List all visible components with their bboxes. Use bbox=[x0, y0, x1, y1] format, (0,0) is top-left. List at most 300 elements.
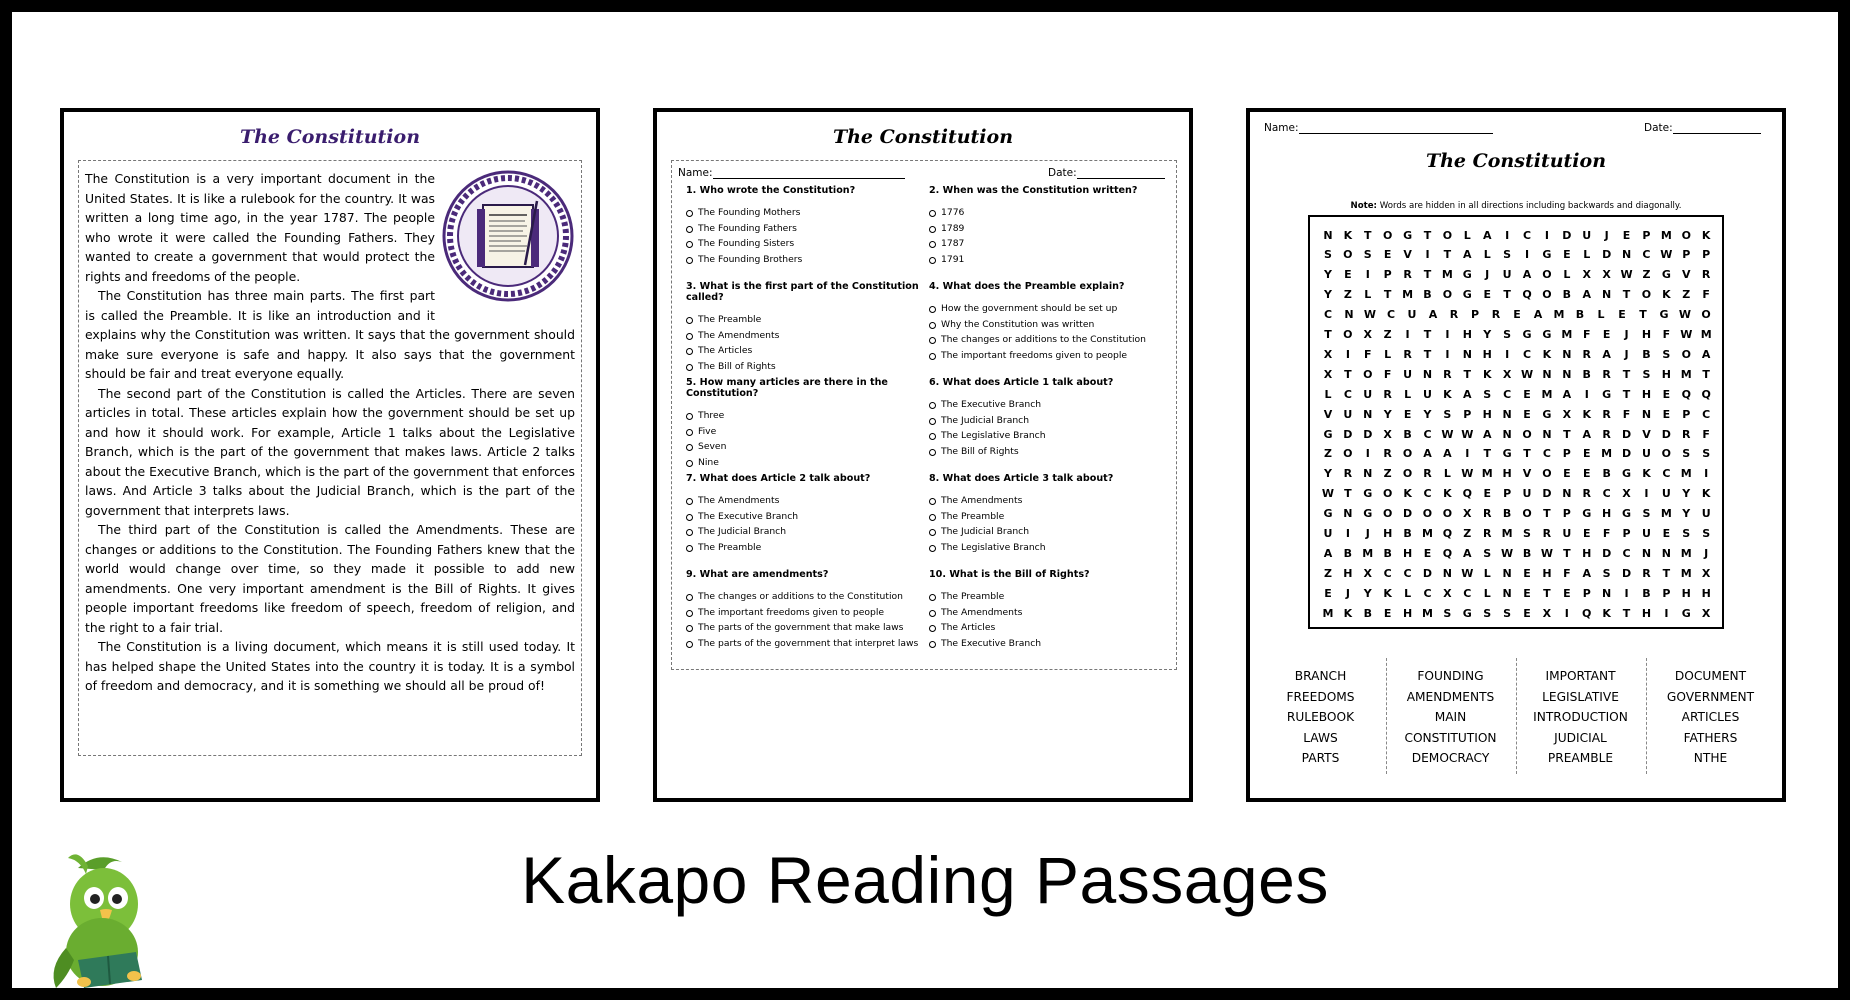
answer-option[interactable] bbox=[929, 540, 1164, 556]
grid-letter[interactable]: B bbox=[1642, 586, 1651, 600]
grid-letter[interactable]: Q bbox=[1442, 546, 1453, 560]
grid-letter[interactable]: J bbox=[1604, 228, 1609, 242]
grid-letter[interactable]: E bbox=[1662, 407, 1671, 421]
grid-letter[interactable]: Z bbox=[1642, 268, 1651, 282]
radio-circle-icon[interactable] bbox=[929, 641, 936, 648]
date-field[interactable] bbox=[1048, 167, 1165, 179]
grid-letter[interactable]: B bbox=[1522, 546, 1532, 560]
grid-letter[interactable]: I bbox=[1664, 606, 1669, 620]
grid-letter[interactable]: U bbox=[1407, 308, 1417, 322]
grid-letter[interactable]: F bbox=[1662, 328, 1671, 341]
grid-letter[interactable]: K bbox=[1343, 228, 1353, 242]
grid-letter[interactable]: W bbox=[1540, 546, 1553, 560]
grid-letter[interactable]: T bbox=[1523, 447, 1531, 461]
grid-letter[interactable]: Q bbox=[1462, 487, 1472, 501]
answer-option[interactable] bbox=[929, 509, 1164, 525]
grid-letter[interactable]: D bbox=[1403, 507, 1413, 521]
grid-letter[interactable]: B bbox=[1383, 546, 1392, 560]
grid-letter[interactable]: P bbox=[1582, 586, 1591, 600]
grid-letter[interactable]: J bbox=[1485, 268, 1490, 282]
grid-letter[interactable]: C bbox=[1383, 566, 1392, 580]
grid-letter[interactable]: T bbox=[1622, 387, 1631, 401]
grid-letter[interactable]: V bbox=[1642, 427, 1651, 441]
grid-letter[interactable]: G bbox=[1462, 288, 1472, 302]
grid-letter[interactable]: E bbox=[1563, 467, 1571, 481]
grid-letter[interactable]: M bbox=[1422, 527, 1433, 540]
grid-letter[interactable]: B bbox=[1343, 546, 1353, 560]
name-field[interactable] bbox=[678, 167, 905, 179]
grid-letter[interactable]: E bbox=[1483, 288, 1491, 302]
grid-letter[interactable]: X bbox=[1542, 606, 1552, 620]
grid-letter[interactable]: N bbox=[1323, 228, 1333, 242]
radio-circle-icon[interactable] bbox=[929, 306, 936, 313]
grid-letter[interactable]: T bbox=[1503, 288, 1511, 302]
grid-letter[interactable]: O bbox=[1701, 308, 1711, 322]
grid-letter[interactable]: E bbox=[1403, 407, 1412, 421]
grid-letter[interactable]: H bbox=[1402, 606, 1413, 620]
grid-letter[interactable]: B bbox=[1562, 288, 1572, 302]
grid-letter[interactable]: U bbox=[1502, 268, 1512, 282]
grid-letter[interactable]: S bbox=[1443, 407, 1452, 421]
radio-circle-icon[interactable] bbox=[929, 226, 936, 233]
grid-letter[interactable]: E bbox=[1523, 387, 1531, 401]
grid-letter[interactable]: C bbox=[1403, 566, 1412, 580]
grid-letter[interactable]: C bbox=[1662, 467, 1671, 481]
grid-letter[interactable]: C bbox=[1463, 586, 1472, 600]
grid-letter[interactable]: M bbox=[1680, 566, 1692, 580]
grid-letter[interactable]: N bbox=[1363, 407, 1373, 421]
answer-option[interactable] bbox=[686, 455, 921, 471]
grid-letter[interactable]: R bbox=[1582, 347, 1591, 361]
grid-letter[interactable]: T bbox=[1423, 328, 1432, 341]
grid-letter[interactable]: R bbox=[1383, 447, 1392, 461]
grid-letter[interactable]: S bbox=[1503, 328, 1512, 341]
grid-letter[interactable]: Z bbox=[1682, 288, 1691, 302]
grid-letter[interactable]: D bbox=[1562, 228, 1572, 242]
grid-letter[interactable]: A bbox=[1602, 347, 1611, 361]
grid-letter[interactable]: P bbox=[1470, 308, 1480, 322]
radio-circle-icon[interactable] bbox=[686, 444, 693, 451]
grid-letter[interactable]: X bbox=[1323, 367, 1333, 381]
grid-letter[interactable]: E bbox=[1523, 586, 1531, 600]
grid-letter[interactable]: K bbox=[1642, 467, 1651, 481]
grid-letter[interactable]: U bbox=[1363, 387, 1373, 401]
radio-circle-icon[interactable] bbox=[686, 545, 693, 552]
radio-circle-icon[interactable] bbox=[929, 545, 936, 552]
radio-circle-icon[interactable] bbox=[929, 625, 936, 632]
grid-letter[interactable]: Y bbox=[1323, 288, 1332, 302]
answer-option[interactable] bbox=[686, 620, 921, 636]
grid-letter[interactable]: G bbox=[1542, 248, 1552, 262]
grid-letter[interactable]: I bbox=[1644, 487, 1649, 501]
grid-letter[interactable]: N bbox=[1562, 487, 1572, 501]
grid-letter[interactable]: O bbox=[1382, 507, 1393, 521]
grid-letter[interactable]: G bbox=[1502, 447, 1512, 461]
grid-letter[interactable]: O bbox=[1681, 347, 1691, 361]
grid-letter[interactable]: N bbox=[1502, 407, 1512, 421]
grid-letter[interactable]: F bbox=[1602, 527, 1611, 540]
grid-letter[interactable]: L bbox=[1483, 248, 1491, 262]
radio-circle-icon[interactable] bbox=[929, 449, 936, 456]
grid-letter[interactable]: L bbox=[1563, 268, 1571, 282]
grid-letter[interactable]: L bbox=[1483, 586, 1491, 600]
grid-letter[interactable]: G bbox=[1462, 268, 1472, 282]
grid-letter[interactable]: M bbox=[1660, 228, 1672, 242]
grid-letter[interactable]: N bbox=[1422, 367, 1433, 381]
grid-letter[interactable]: T bbox=[1543, 586, 1551, 600]
grid-letter[interactable]: Z bbox=[1323, 566, 1332, 580]
grid-letter[interactable]: R bbox=[1542, 527, 1552, 540]
grid-letter[interactable]: B bbox=[1582, 367, 1591, 381]
grid-letter[interactable]: A bbox=[1323, 546, 1333, 560]
name-field[interactable] bbox=[1264, 122, 1493, 134]
radio-circle-icon[interactable] bbox=[686, 429, 693, 436]
radio-circle-icon[interactable] bbox=[686, 529, 693, 536]
grid-letter[interactable]: I bbox=[1544, 228, 1549, 242]
grid-letter[interactable]: P bbox=[1642, 228, 1651, 242]
grid-letter[interactable]: W bbox=[1461, 427, 1474, 441]
grid-letter[interactable]: U bbox=[1403, 367, 1413, 381]
grid-letter[interactable]: G bbox=[1462, 606, 1472, 620]
grid-letter[interactable]: S bbox=[1523, 527, 1531, 540]
grid-letter[interactable]: W bbox=[1321, 487, 1335, 501]
grid-letter[interactable]: R bbox=[1443, 367, 1452, 381]
grid-letter[interactable]: T bbox=[1563, 546, 1571, 560]
grid-letter[interactable]: O bbox=[1343, 447, 1353, 461]
grid-letter[interactable]: X bbox=[1463, 507, 1472, 521]
grid-letter[interactable]: M bbox=[1402, 288, 1414, 302]
grid-letter[interactable]: X bbox=[1363, 566, 1372, 580]
grid-letter[interactable]: E bbox=[1344, 268, 1352, 282]
grid-letter[interactable]: I bbox=[1505, 228, 1510, 242]
radio-circle-icon[interactable] bbox=[929, 241, 936, 248]
grid-letter[interactable]: G bbox=[1582, 507, 1592, 521]
grid-letter[interactable]: M bbox=[1680, 546, 1692, 560]
grid-letter[interactable]: J bbox=[1345, 586, 1350, 600]
grid-letter[interactable]: K bbox=[1602, 606, 1611, 620]
grid-letter[interactable]: A bbox=[1522, 268, 1532, 282]
radio-circle-icon[interactable] bbox=[929, 529, 936, 536]
grid-letter[interactable]: E bbox=[1383, 606, 1392, 620]
grid-letter[interactable]: Z bbox=[1463, 527, 1472, 540]
answer-option[interactable] bbox=[686, 605, 921, 621]
answer-option[interactable] bbox=[929, 221, 1164, 237]
grid-letter[interactable]: E bbox=[1662, 387, 1671, 401]
grid-letter[interactable]: P bbox=[1682, 248, 1691, 262]
radio-circle-icon[interactable] bbox=[686, 460, 693, 467]
grid-letter[interactable]: L bbox=[1404, 586, 1412, 600]
grid-letter[interactable]: E bbox=[1618, 308, 1626, 322]
grid-letter[interactable]: Y bbox=[1323, 268, 1332, 282]
radio-circle-icon[interactable] bbox=[929, 257, 936, 264]
grid-letter[interactable]: S bbox=[1483, 606, 1492, 620]
grid-letter[interactable]: R bbox=[1582, 487, 1591, 501]
grid-letter[interactable]: R bbox=[1449, 308, 1459, 322]
radio-circle-icon[interactable] bbox=[929, 594, 936, 601]
grid-letter[interactable]: I bbox=[1365, 268, 1370, 282]
grid-letter[interactable]: L bbox=[1483, 566, 1491, 580]
grid-letter[interactable]: A bbox=[1482, 228, 1492, 242]
answer-option[interactable] bbox=[929, 252, 1164, 268]
grid-letter[interactable]: Y bbox=[1323, 467, 1332, 481]
grid-letter[interactable]: G bbox=[1602, 387, 1612, 401]
grid-letter[interactable]: M bbox=[1322, 606, 1334, 620]
grid-letter[interactable]: X bbox=[1582, 268, 1591, 282]
grid-letter[interactable]: H bbox=[1482, 407, 1492, 421]
grid-letter[interactable]: A bbox=[1423, 447, 1432, 461]
grid-letter[interactable]: A bbox=[1582, 288, 1591, 302]
grid-letter[interactable]: S bbox=[1483, 387, 1492, 401]
grid-letter[interactable]: O bbox=[1343, 328, 1353, 341]
grid-letter[interactable]: O bbox=[1661, 447, 1672, 461]
grid-letter[interactable]: H bbox=[1582, 546, 1592, 560]
grid-letter[interactable]: K bbox=[1443, 487, 1452, 501]
grid-letter[interactable]: Z bbox=[1383, 328, 1392, 341]
grid-letter[interactable]: M bbox=[1680, 467, 1692, 481]
answer-option[interactable] bbox=[686, 589, 921, 605]
grid-letter[interactable]: T bbox=[1423, 347, 1432, 361]
grid-letter[interactable]: V bbox=[1522, 467, 1532, 481]
grid-letter[interactable]: I bbox=[1524, 248, 1530, 262]
grid-letter[interactable]: B bbox=[1642, 347, 1651, 361]
grid-letter[interactable]: N bbox=[1641, 546, 1652, 560]
grid-letter[interactable]: V bbox=[1682, 268, 1691, 282]
answer-option[interactable] bbox=[686, 236, 921, 252]
grid-letter[interactable]: E bbox=[1662, 527, 1671, 540]
grid-letter[interactable]: J bbox=[1365, 527, 1370, 540]
grid-letter[interactable]: A bbox=[1463, 248, 1472, 262]
grid-letter[interactable]: U bbox=[1562, 527, 1572, 540]
grid-letter[interactable]: I bbox=[1405, 328, 1410, 341]
radio-circle-icon[interactable] bbox=[686, 364, 693, 371]
radio-circle-icon[interactable] bbox=[929, 322, 936, 329]
answer-option[interactable] bbox=[686, 359, 921, 375]
grid-letter[interactable]: U bbox=[1582, 228, 1592, 242]
grid-letter[interactable]: P bbox=[1622, 527, 1631, 540]
grid-letter[interactable]: J bbox=[1624, 347, 1629, 361]
radio-circle-icon[interactable] bbox=[929, 353, 936, 360]
grid-letter[interactable]: C bbox=[1423, 487, 1432, 501]
grid-letter[interactable]: M bbox=[1561, 328, 1573, 341]
grid-letter[interactable]: D bbox=[1343, 427, 1353, 441]
radio-circle-icon[interactable] bbox=[929, 433, 936, 440]
grid-letter[interactable]: N bbox=[1502, 427, 1512, 441]
grid-letter[interactable]: K bbox=[1383, 586, 1392, 600]
grid-letter[interactable]: U bbox=[1522, 487, 1532, 501]
grid-letter[interactable]: A bbox=[1482, 427, 1492, 441]
grid-letter[interactable]: G bbox=[1659, 308, 1669, 322]
grid-letter[interactable]: A bbox=[1463, 546, 1472, 560]
grid-letter[interactable]: L bbox=[1324, 387, 1332, 401]
grid-letter[interactable]: N bbox=[1661, 546, 1671, 560]
grid-letter[interactable]: S bbox=[1483, 546, 1492, 560]
grid-letter[interactable]: D bbox=[1602, 546, 1612, 560]
grid-letter[interactable]: Y bbox=[1363, 586, 1372, 600]
grid-letter[interactable]: T bbox=[1702, 367, 1710, 381]
grid-letter[interactable]: T bbox=[1324, 328, 1332, 341]
grid-letter[interactable]: G bbox=[1661, 268, 1671, 282]
answer-option[interactable] bbox=[686, 312, 921, 328]
grid-letter[interactable]: A bbox=[1428, 308, 1438, 322]
grid-letter[interactable]: I bbox=[1445, 347, 1450, 361]
grid-letter[interactable]: W bbox=[1620, 268, 1633, 282]
grid-letter[interactable]: T bbox=[1639, 308, 1647, 322]
date-field[interactable] bbox=[1644, 122, 1761, 134]
grid-letter[interactable]: K bbox=[1701, 487, 1711, 501]
grid-letter[interactable]: R bbox=[1682, 427, 1691, 441]
grid-letter[interactable]: I bbox=[1365, 447, 1370, 461]
grid-letter[interactable]: O bbox=[1542, 268, 1552, 282]
grid-letter[interactable]: S bbox=[1662, 347, 1671, 361]
grid-letter[interactable]: T bbox=[1344, 367, 1352, 381]
grid-letter[interactable]: Q bbox=[1522, 288, 1532, 302]
radio-circle-icon[interactable] bbox=[686, 498, 693, 505]
grid-letter[interactable]: N bbox=[1363, 467, 1373, 481]
grid-letter[interactable]: T bbox=[1622, 288, 1631, 302]
grid-letter[interactable]: N bbox=[1641, 407, 1652, 421]
answer-option[interactable] bbox=[686, 509, 921, 525]
grid-letter[interactable]: I bbox=[1564, 606, 1569, 620]
grid-letter[interactable]: F bbox=[1702, 427, 1710, 441]
grid-letter[interactable]: M bbox=[1422, 606, 1433, 620]
grid-letter[interactable]: H bbox=[1502, 467, 1512, 481]
answer-option[interactable] bbox=[686, 408, 921, 424]
grid-letter[interactable]: S bbox=[1702, 527, 1711, 540]
answer-option[interactable] bbox=[929, 348, 1164, 364]
grid-letter[interactable]: P bbox=[1562, 507, 1571, 521]
grid-letter[interactable]: A bbox=[1582, 427, 1591, 441]
grid-letter[interactable]: H bbox=[1701, 586, 1711, 600]
grid-letter[interactable]: H bbox=[1462, 328, 1472, 341]
grid-letter[interactable]: N bbox=[1621, 248, 1632, 262]
answer-option[interactable] bbox=[686, 636, 921, 652]
letter-grid[interactable] bbox=[1308, 215, 1724, 629]
grid-letter[interactable]: E bbox=[1582, 527, 1591, 540]
grid-letter[interactable]: G bbox=[1542, 407, 1552, 421]
grid-letter[interactable]: E bbox=[1622, 228, 1631, 242]
grid-letter[interactable]: W bbox=[1660, 248, 1673, 262]
grid-letter[interactable]: X bbox=[1701, 606, 1711, 620]
grid-letter[interactable]: S bbox=[1642, 367, 1651, 381]
grid-letter[interactable]: E bbox=[1523, 606, 1531, 620]
grid-letter[interactable]: R bbox=[1403, 347, 1412, 361]
answer-option[interactable] bbox=[929, 301, 1164, 317]
grid-letter[interactable]: W bbox=[1501, 546, 1514, 560]
grid-letter[interactable]: M bbox=[1441, 268, 1453, 282]
grid-letter[interactable]: M bbox=[1541, 387, 1553, 401]
grid-letter[interactable]: K bbox=[1343, 606, 1353, 620]
grid-letter[interactable]: K bbox=[1482, 367, 1492, 381]
grid-letter[interactable]: A bbox=[1443, 447, 1452, 461]
grid-letter[interactable]: G bbox=[1542, 328, 1552, 341]
grid-letter[interactable]: T bbox=[1622, 367, 1631, 381]
grid-letter[interactable]: I bbox=[1345, 347, 1350, 361]
radio-circle-icon[interactable] bbox=[686, 413, 693, 420]
answer-option[interactable] bbox=[929, 428, 1164, 444]
grid-letter[interactable]: R bbox=[1403, 268, 1412, 282]
grid-letter[interactable]: E bbox=[1523, 566, 1531, 580]
grid-letter[interactable]: D bbox=[1602, 248, 1612, 262]
grid-letter[interactable]: A bbox=[1701, 347, 1711, 361]
grid-letter[interactable]: L bbox=[1443, 467, 1451, 481]
grid-letter[interactable]: B bbox=[1403, 427, 1412, 441]
radio-circle-icon[interactable] bbox=[686, 641, 693, 648]
answer-option[interactable] bbox=[929, 236, 1164, 252]
grid-letter[interactable]: X bbox=[1562, 407, 1572, 421]
grid-letter[interactable]: R bbox=[1383, 387, 1392, 401]
answer-option[interactable] bbox=[686, 328, 921, 344]
grid-letter[interactable]: Y bbox=[1483, 328, 1492, 341]
grid-letter[interactable]: S bbox=[1323, 248, 1332, 262]
grid-letter[interactable]: V bbox=[1323, 407, 1333, 421]
answer-option[interactable] bbox=[686, 221, 921, 237]
grid-letter[interactable]: C bbox=[1386, 308, 1396, 322]
grid-letter[interactable]: N bbox=[1542, 427, 1552, 441]
grid-letter[interactable]: C bbox=[1323, 308, 1333, 322]
grid-letter[interactable]: N bbox=[1562, 347, 1572, 361]
grid-letter[interactable]: A bbox=[1463, 387, 1472, 401]
grid-letter[interactable]: T bbox=[1463, 367, 1472, 381]
radio-circle-icon[interactable] bbox=[929, 210, 936, 217]
grid-letter[interactable]: T bbox=[1563, 427, 1571, 441]
grid-letter[interactable]: F bbox=[1364, 347, 1372, 361]
grid-letter[interactable]: X bbox=[1602, 268, 1611, 282]
grid-letter[interactable]: F bbox=[1582, 328, 1591, 341]
grid-letter[interactable]: I bbox=[1624, 586, 1629, 600]
grid-letter[interactable]: I bbox=[1505, 347, 1510, 361]
grid-letter[interactable]: P bbox=[1662, 586, 1671, 600]
grid-letter[interactable]: A bbox=[1582, 566, 1591, 580]
answer-option[interactable] bbox=[929, 589, 1164, 605]
grid-letter[interactable]: X bbox=[1443, 586, 1452, 600]
grid-letter[interactable]: Y bbox=[1682, 487, 1691, 501]
grid-letter[interactable]: R bbox=[1423, 467, 1432, 481]
grid-letter[interactable]: H bbox=[1661, 367, 1671, 381]
grid-letter[interactable]: E bbox=[1513, 308, 1521, 322]
grid-letter[interactable]: T bbox=[1344, 487, 1352, 501]
grid-letter[interactable]: D bbox=[1363, 427, 1373, 441]
grid-letter[interactable]: B bbox=[1403, 527, 1412, 540]
answer-option[interactable] bbox=[929, 524, 1164, 540]
grid-letter[interactable]: M bbox=[1601, 447, 1613, 461]
grid-letter[interactable]: O bbox=[1542, 288, 1552, 302]
grid-letter[interactable]: Q bbox=[1701, 387, 1711, 401]
grid-letter[interactable]: B bbox=[1363, 606, 1372, 620]
grid-letter[interactable]: J bbox=[1704, 546, 1709, 560]
answer-option[interactable] bbox=[686, 424, 921, 440]
grid-letter[interactable]: O bbox=[1402, 447, 1413, 461]
grid-letter[interactable]: Y bbox=[1423, 407, 1432, 421]
grid-letter[interactable]: E bbox=[1602, 328, 1611, 341]
answer-option[interactable] bbox=[929, 413, 1164, 429]
grid-letter[interactable]: E bbox=[1523, 407, 1531, 421]
grid-letter[interactable]: S bbox=[1702, 447, 1711, 461]
grid-letter[interactable]: T bbox=[1423, 268, 1432, 282]
grid-letter[interactable]: K bbox=[1542, 347, 1552, 361]
grid-letter[interactable]: F bbox=[1383, 367, 1392, 381]
grid-letter[interactable]: K bbox=[1443, 387, 1452, 401]
grid-letter[interactable]: O bbox=[1442, 288, 1453, 302]
grid-letter[interactable]: M bbox=[1362, 546, 1374, 560]
grid-letter[interactable]: X bbox=[1363, 328, 1372, 341]
answer-option[interactable] bbox=[929, 332, 1164, 348]
grid-letter[interactable]: Q bbox=[1442, 527, 1453, 540]
radio-circle-icon[interactable] bbox=[686, 317, 693, 324]
grid-letter[interactable]: H bbox=[1641, 606, 1652, 620]
radio-circle-icon[interactable] bbox=[929, 514, 936, 521]
answer-option[interactable] bbox=[686, 343, 921, 359]
answer-option[interactable] bbox=[686, 205, 921, 221]
